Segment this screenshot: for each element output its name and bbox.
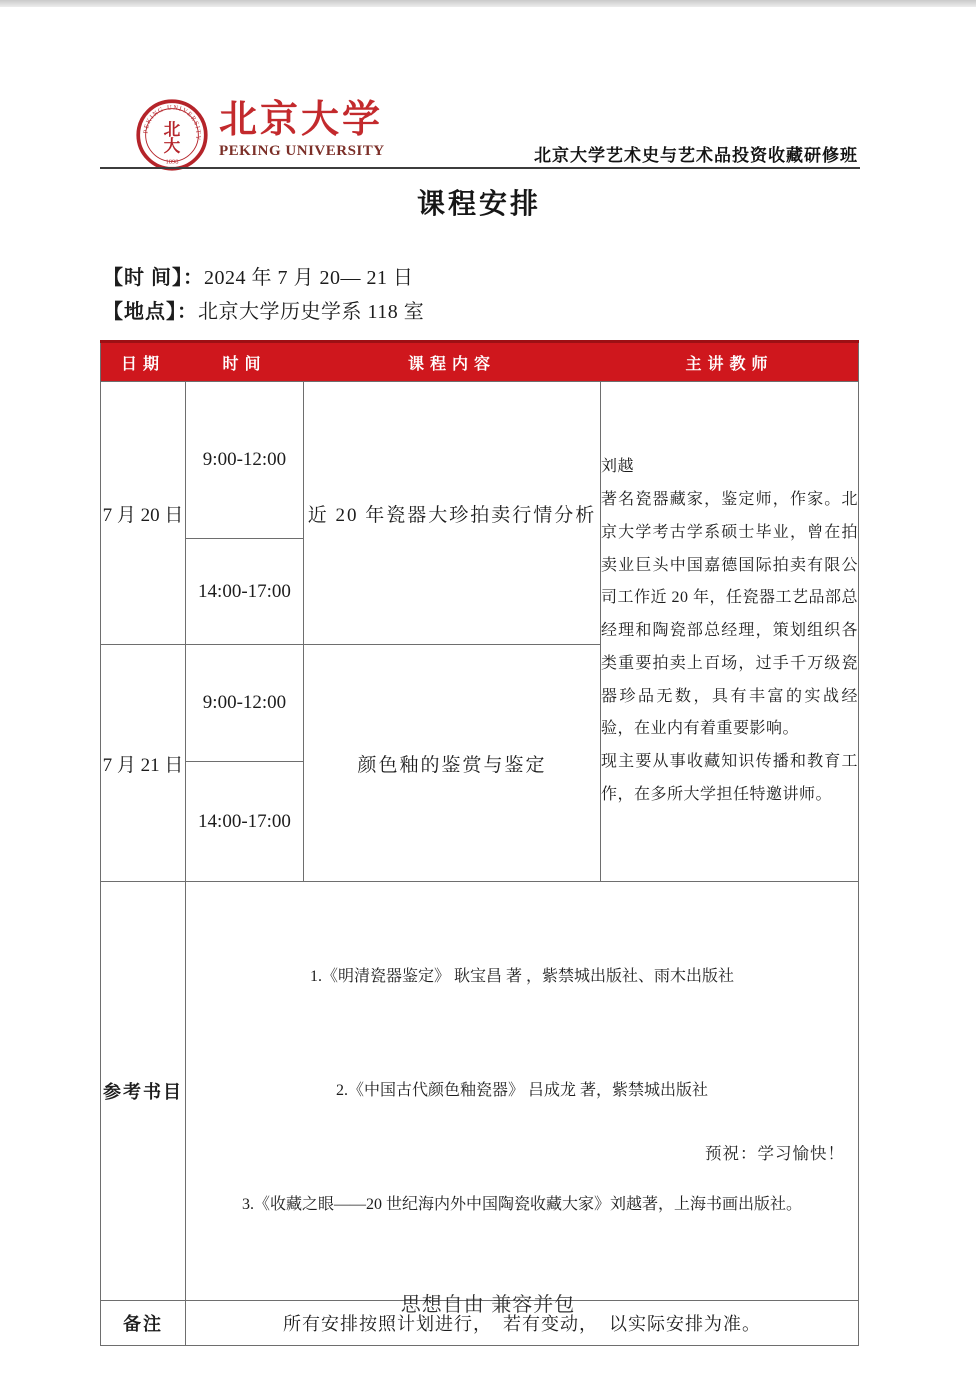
seal-year-text: 1898	[165, 158, 179, 166]
schedule-table	[100, 340, 859, 1346]
lecturer-name: 刘越	[601, 458, 635, 476]
table-row	[101, 382, 859, 539]
seal-ring-text: PEKING UNIVERSITY	[142, 104, 202, 142]
time-cell-day2-am: 9:00-12:00	[186, 645, 304, 762]
col-header-date: 日期	[101, 342, 186, 382]
blessing-text: 预祝：学习愉快！	[705, 1144, 845, 1163]
location-value: 北京大学历史学系 118 室	[198, 301, 425, 323]
seal-emblem-top: 北	[163, 120, 181, 139]
table-header-row	[101, 342, 859, 382]
seal-emblem-bottom: 大	[163, 136, 181, 156]
pku-seal-icon	[135, 98, 209, 172]
header-divider	[100, 167, 860, 169]
lecturer-bio-paragraph-2: 现主要从事收藏知识传播和教育工作，在多所大学担任特邀讲师。	[601, 753, 858, 804]
reference-books-label: 参考书目	[101, 882, 186, 1301]
info-location-line	[103, 295, 424, 329]
course-info	[103, 261, 424, 329]
time-cell-day1-pm: 14:00-17:00	[186, 539, 304, 645]
footer-motto: 思想自由 兼容并包	[400, 1294, 576, 1316]
time-label: 【时 间】：	[103, 267, 204, 289]
remarks-content: 所有安排按照计划进行， 若有变动， 以实际安排为准。	[186, 1301, 859, 1346]
university-logo	[135, 98, 385, 172]
col-header-time: 时间	[186, 342, 304, 382]
col-header-course: 课程内容	[304, 342, 601, 382]
lecturer-bio-cell	[601, 382, 859, 882]
date-cell-day1: 7 月 20 日	[101, 382, 186, 645]
reference-books-list	[186, 882, 859, 1301]
table-row	[101, 882, 859, 1301]
lecturer-bio-paragraph-1: 著名瓷器藏家，鉴定师，作家。北京大学考古学系硕士毕业，曾在拍卖业巨头中国嘉德国际拍卖有限公司工作近 20 年，任瓷器工艺品部总经理和陶瓷部总经理，策划组织各类重要拍卖上百场，过手千万级瓷器珍品无数，具有丰富的实战经验，在业内有着重要影响。	[601, 490, 859, 738]
col-header-lecturer: 主讲教师	[601, 342, 859, 382]
time-value: 2024 年 7 月 20— 21 日	[204, 267, 414, 289]
university-name-en: PEKING UNIVERSITY	[219, 143, 385, 159]
date-cell-day2: 7 月 21 日	[101, 645, 186, 882]
course-cell-day1: 近 20 年瓷器大珍拍卖行情分析	[304, 382, 601, 645]
time-cell-day1-am: 9:00-12:00	[186, 382, 304, 539]
university-name-cn: 北京大学	[219, 99, 384, 141]
course-cell-day2: 颜色釉的鉴赏与鉴定	[304, 645, 601, 882]
reference-book-item: 2.《中国古代颜色釉瓷器》 吕成龙 著，紫禁城出版社	[335, 1082, 708, 1099]
reference-book-item: 3.《收藏之眼——20 世纪海内外中国陶瓷收藏大家》刘越著，上海书画出版社。	[241, 1196, 802, 1213]
program-name: 北京大学艺术史与艺术品投资收藏研修班	[534, 146, 858, 165]
time-cell-day2-pm: 14:00-17:00	[186, 762, 304, 882]
location-label: 【地点】：	[103, 301, 198, 323]
logo-wordmark	[219, 98, 385, 160]
page-title: 课程安排	[416, 188, 541, 219]
info-time-line	[103, 261, 424, 295]
remarks-label: 备注	[101, 1301, 186, 1346]
reference-book-item: 1.《明清瓷器鉴定》 耿宝昌 著 ，紫禁城出版社、雨木出版社	[309, 968, 734, 985]
